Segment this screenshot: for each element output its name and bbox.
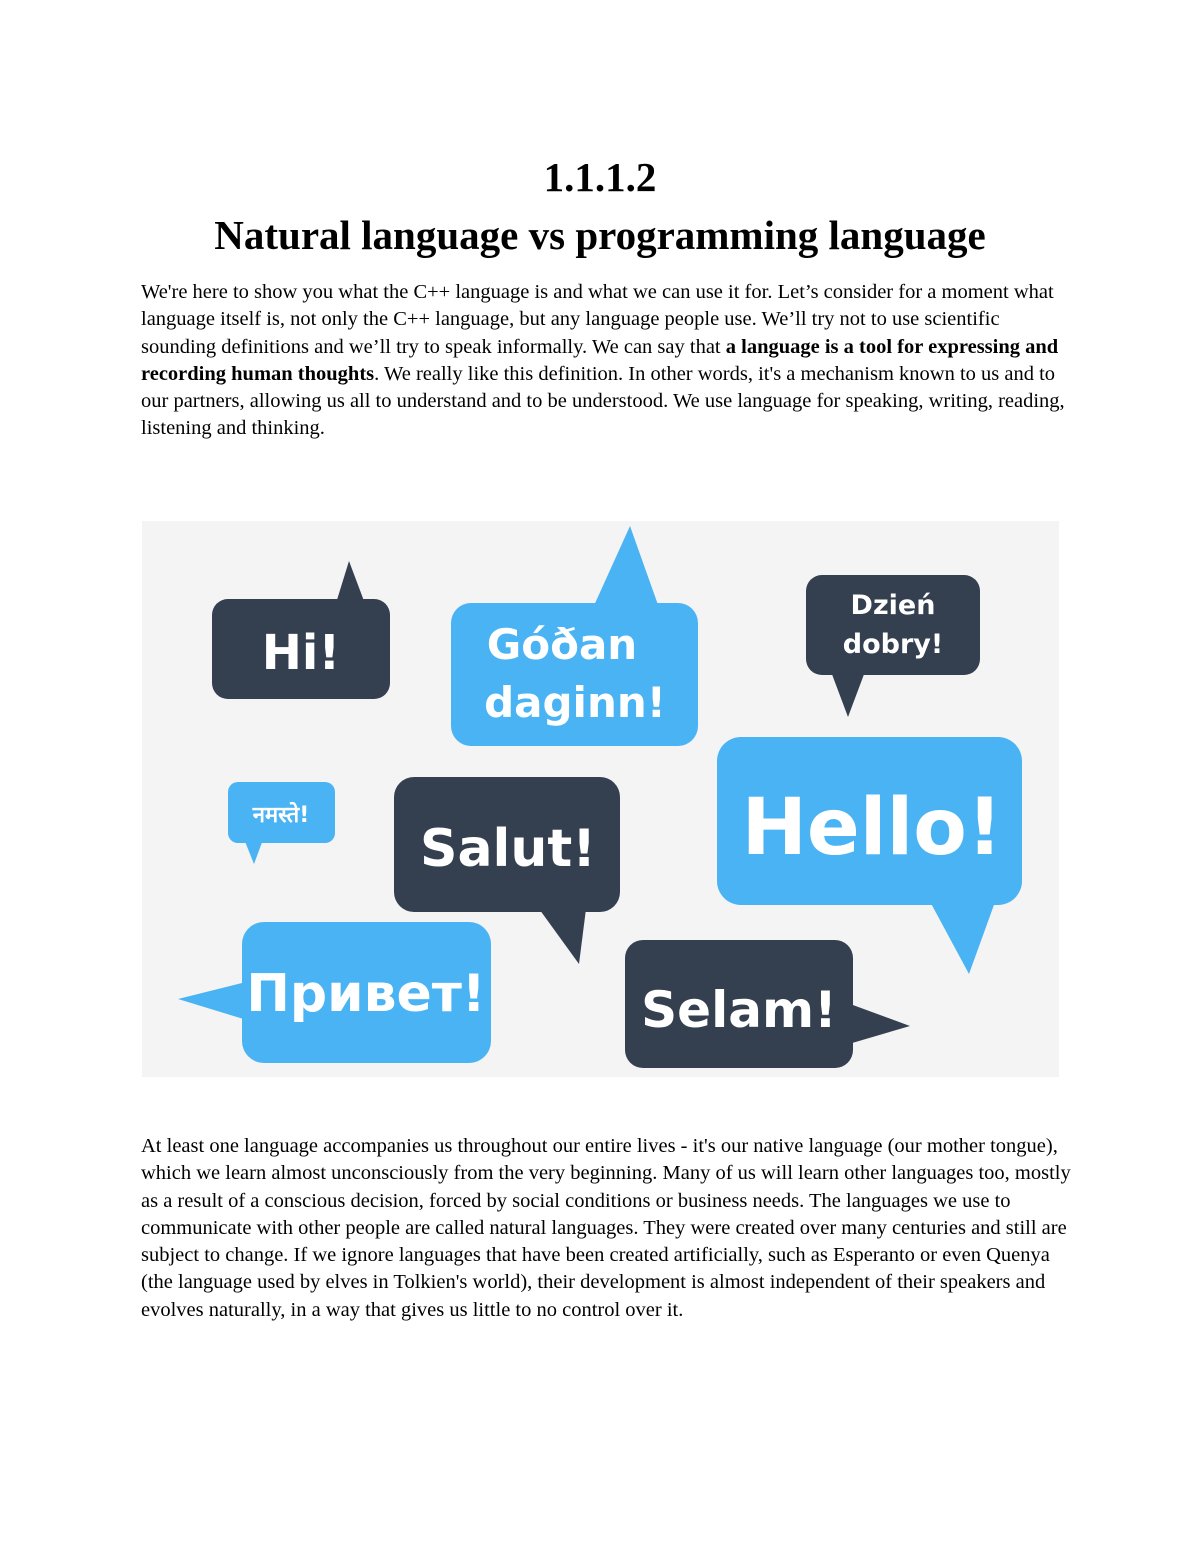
bubble-privet bbox=[178, 922, 491, 1063]
speech-bubbles-svg bbox=[142, 521, 1059, 1077]
section-title: Natural language vs programming language bbox=[214, 212, 986, 258]
bubble-dobry-text: dobry! bbox=[842, 629, 944, 660]
intro-paragraph bbox=[141, 279, 1071, 443]
section-heading bbox=[0, 148, 1200, 264]
body-paragraph: At least one language accompanies us throughout our entire lives - it's our native language (our mother tongue), which we learn almost unconsciously from the very beginning. Many of us will learn other languages too, mostly as a result of a conscious decision, forced by social conditions or business needs. The languages we use to communicate with other people are called natural languages. They were created over many centuries and still are subject to change. If we ignore languages that have been created artificially, such as Esperanto or even Quenya (the language used by elves in Tolkien's world), their development is almost independent of their speakers and evolves naturally, in a way that gives us little to no control over it. bbox=[141, 1135, 1071, 1321]
bubble-hi bbox=[212, 561, 390, 699]
bubble-hello-text: Hello! bbox=[741, 783, 1003, 873]
speech-bubbles-illustration bbox=[142, 521, 1059, 1077]
bubble-salut-text: Salut! bbox=[420, 819, 596, 879]
section-number: 1.1.1.2 bbox=[543, 154, 657, 200]
bubble-hi-text: Hi! bbox=[261, 625, 341, 681]
bubble-dzien-dobry bbox=[806, 575, 980, 717]
bubble-namaste bbox=[228, 782, 335, 864]
bubble-privet-text: Привет! bbox=[246, 964, 486, 1024]
bubble-hello bbox=[717, 737, 1022, 974]
bubble-dzien-text: Dzień bbox=[850, 590, 936, 621]
bubble-selam bbox=[625, 940, 910, 1068]
intro-text-start: We're here to show you what the C++ language is and what we can use it for. Let’s consider for a moment what language itself is, not only the C++ language, but any language people use. We’ll try not to use scientific sounding definitions and we’ll try to speak informally. We can say that bbox=[141, 281, 1054, 358]
bubble-namaste-text: नमस्ते! bbox=[252, 803, 310, 828]
bubble-godan-text: Góðan bbox=[486, 620, 638, 669]
bubble-selam-text: Selam! bbox=[641, 981, 837, 1039]
bubble-daginn-text: daginn! bbox=[484, 678, 666, 727]
intro-text-end: . We really like this definition. In other words, it's a mechanism known to us and to our partners, allowing us all to understand and to be understood. We use language for speaking, writing, reading, listening and thinking. bbox=[141, 362, 1065, 440]
intro-definition-bold: a language is a tool for expressing and recording human thoughts bbox=[141, 335, 1059, 385]
bubble-godan-daginn bbox=[451, 526, 698, 746]
